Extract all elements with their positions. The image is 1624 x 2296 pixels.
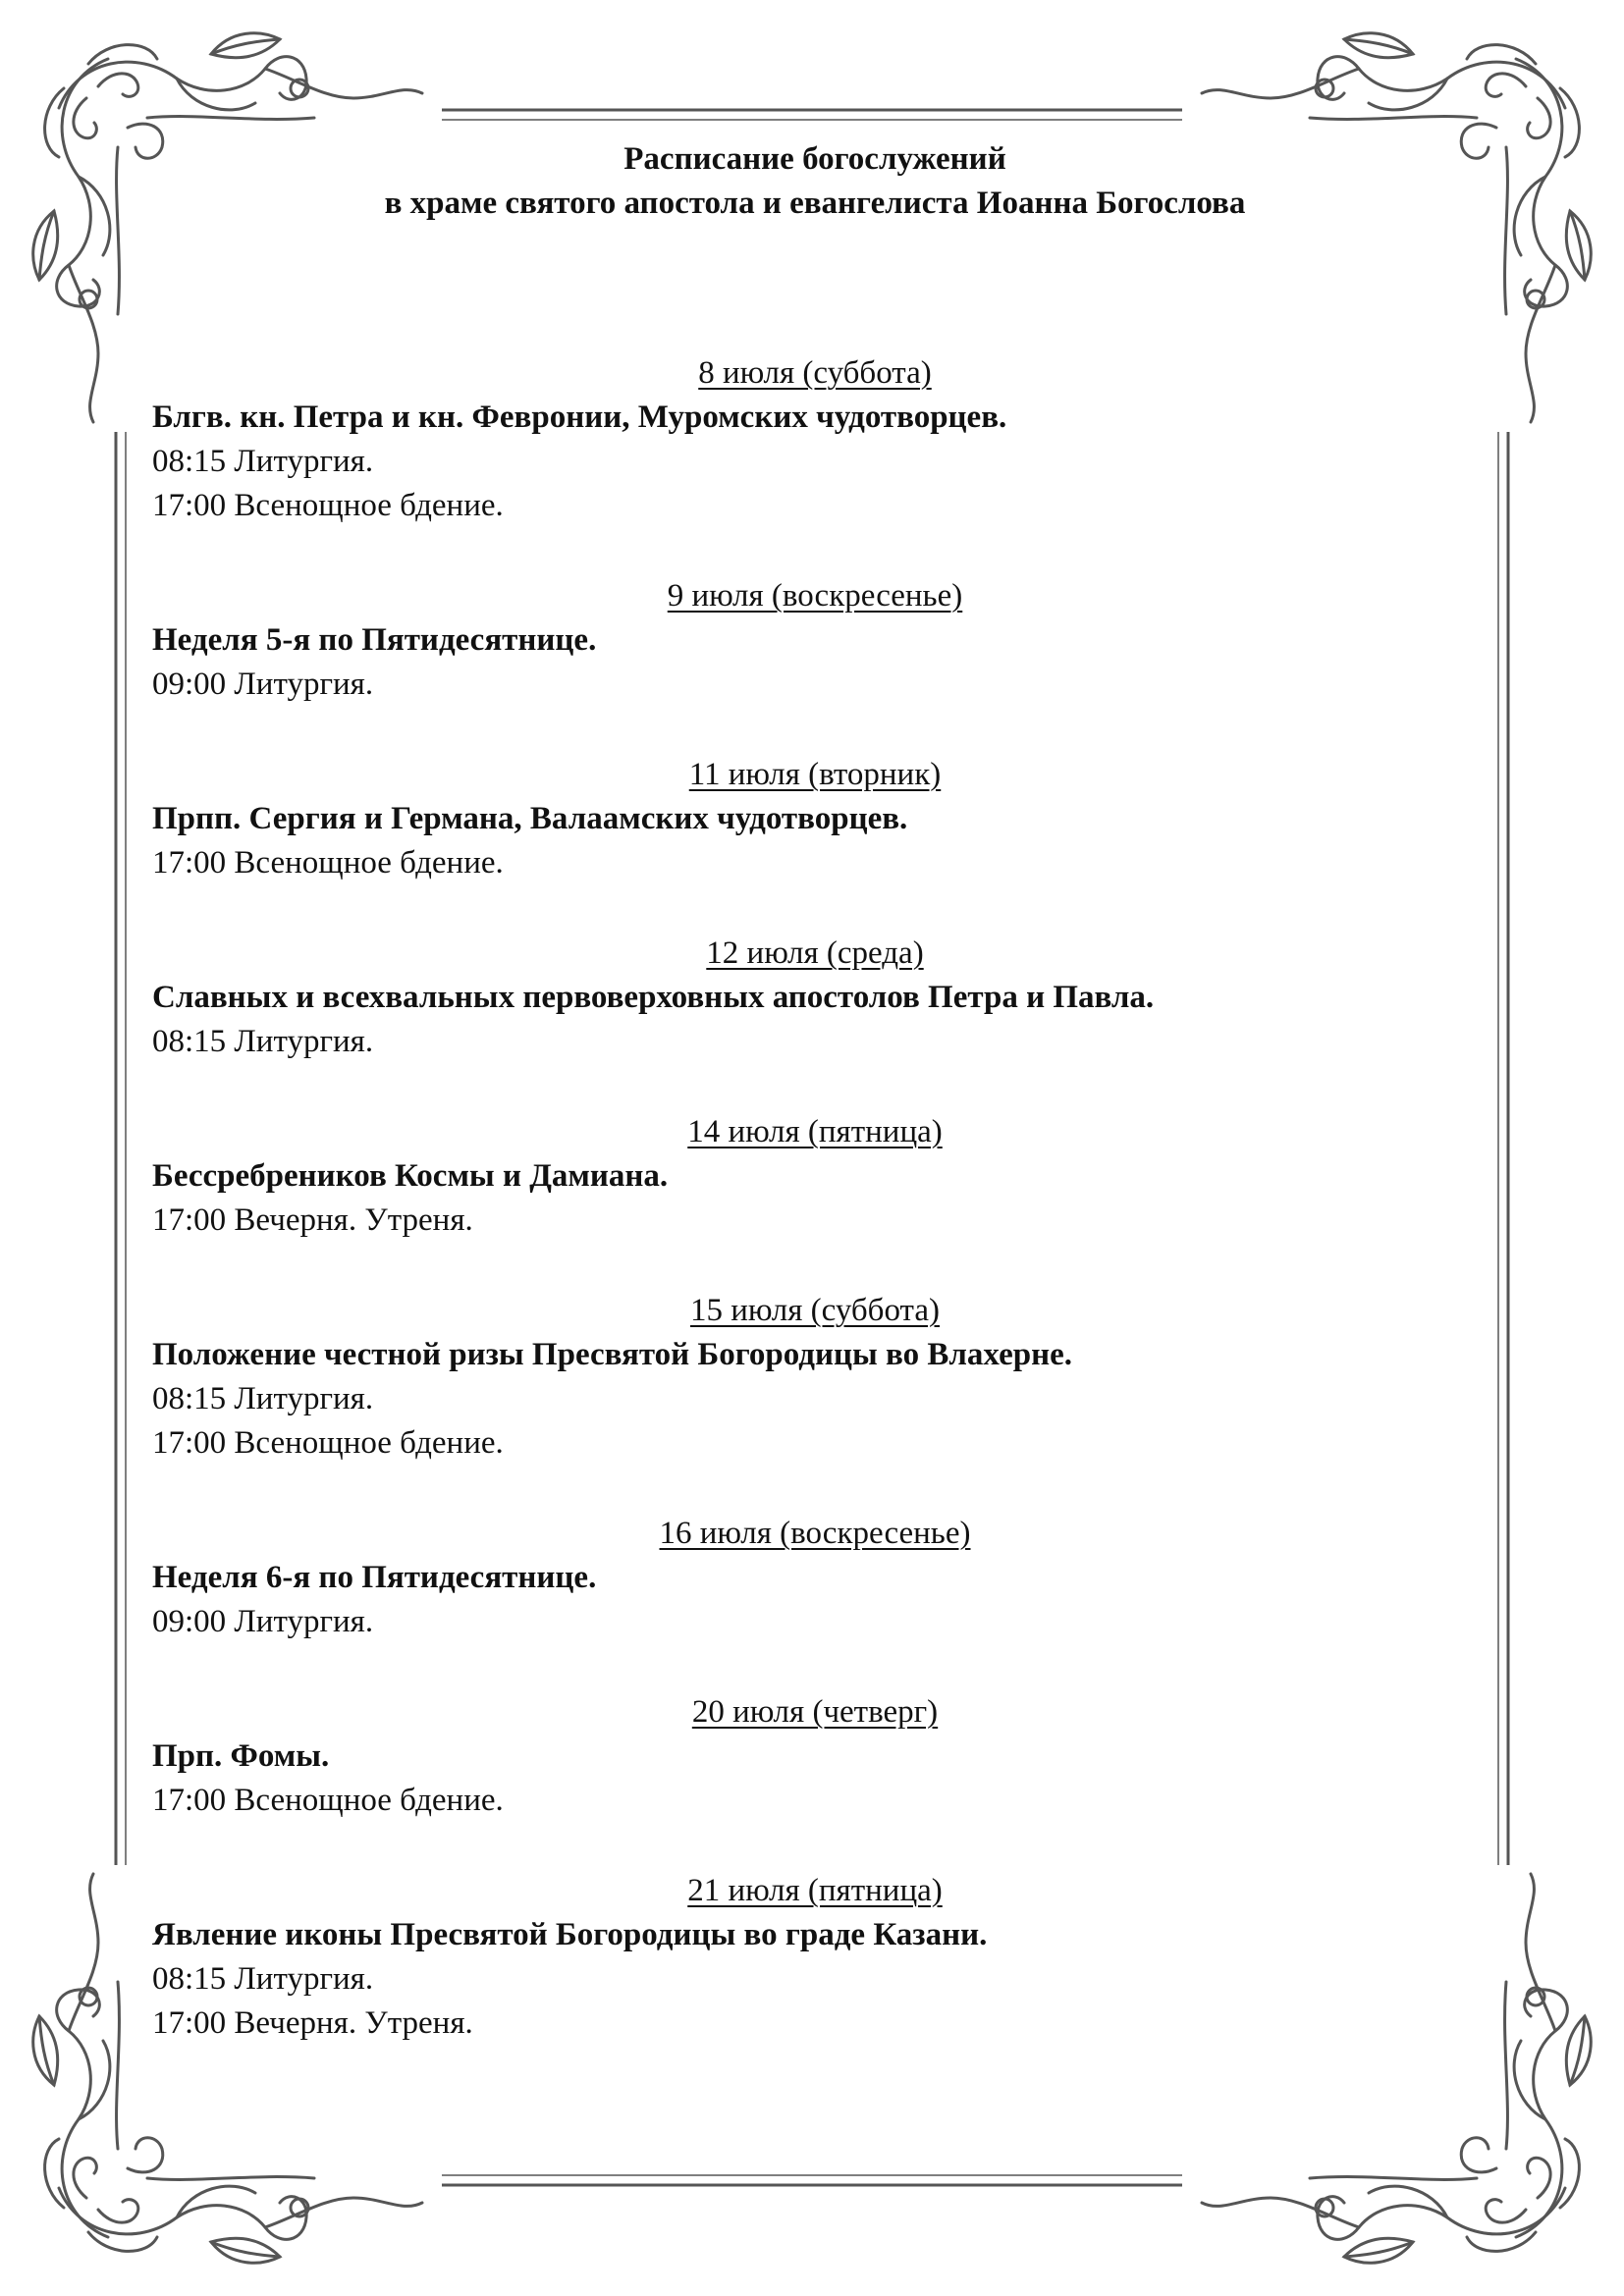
service-time: 17:00 Всенощное бдение. [152,1783,504,1818]
schedule-day [152,574,1478,707]
service-time: 08:15 Литургия. [152,1024,374,1059]
feast-name: Славных и всехвальных первоверховных апостолов Петра и Павла. [152,980,1155,1015]
day-date: 16 июля (воскресенье) [659,1516,971,1551]
service-time: 08:15 Литургия. [152,1961,374,1997]
day-date: 20 июля (четверг) [691,1694,939,1730]
day-date: 12 июля (среда) [706,935,924,971]
schedule-day [152,1512,1478,1644]
service-time: 17:00 Всенощное бдение. [152,845,504,881]
service-time: 09:00 Литургия. [152,1604,374,1639]
schedule-day [152,1869,1478,2046]
service-time: 08:15 Литургия. [152,1381,374,1416]
day-date: 14 июля (пятница) [687,1114,943,1149]
day-date: 9 июля (воскресенье) [667,578,963,614]
feast-name: Прп. Фомы. [152,1738,330,1774]
schedule-list [152,351,1478,2046]
service-time: 17:00 Вечерня. Утреня. [152,1202,473,1238]
title-line-1: Расписание богослужений [623,141,1006,177]
page-title [152,137,1478,226]
feast-name: Блгв. кн. Петра и кн. Февронии, Муромских чудотворцев. [152,400,1007,435]
feast-name: Прпп. Сергия и Германа, Валаамских чудотворцев. [152,801,908,836]
service-time: 09:00 Литургия. [152,667,374,702]
schedule-day [152,351,1478,528]
schedule-day [152,1289,1478,1466]
feast-name: Неделя 6-я по Пятидесятнице. [152,1560,597,1595]
day-date: 11 июля (вторник) [688,757,942,792]
feast-name: Бессребреников Космы и Дамиана. [152,1158,669,1194]
title-line-2: в храме святого апостола и евангелиста Иоанна Богослова [384,186,1246,221]
service-time: 08:15 Литургия. [152,444,374,479]
schedule-page [152,137,1478,2092]
day-date: 8 июля (суббота) [698,355,932,391]
service-time: 17:00 Вечерня. Утреня. [152,2005,473,2041]
day-date: 15 июля (суббота) [689,1293,940,1328]
day-date: 21 июля (пятница) [687,1873,943,1908]
service-time: 17:00 Всенощное бдение. [152,1425,504,1461]
feast-name: Неделя 5-я по Пятидесятнице. [152,622,597,658]
schedule-day [152,1110,1478,1243]
feast-name: Положение честной ризы Пресвятой Богородицы во Влахерне. [152,1337,1073,1372]
feast-name: Явление иконы Пресвятой Богородицы во граде Казани. [152,1917,988,1952]
schedule-day [152,753,1478,885]
schedule-day [152,1690,1478,1823]
service-time: 17:00 Всенощное бдение. [152,488,504,523]
schedule-day [152,932,1478,1064]
